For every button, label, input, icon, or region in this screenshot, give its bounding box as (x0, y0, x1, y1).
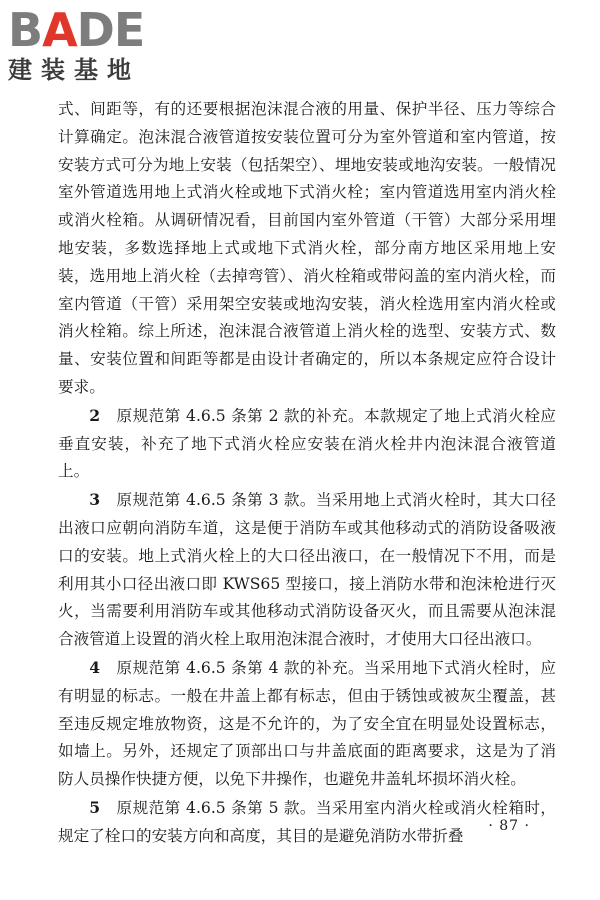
paragraph-item-3: 3 原规范第 4.6.5 条第 3 款。当采用地上式消火栓时，其大口径出液口应朝向消防车道，这是便于消防车或其他移动式的消防设备吸液口的安装。地上式消火栓上的大口径出液口，在一般情况下不用，而是利用其小口径出液口即 KWS65 型接口，接上消防水带和泡沫枪进行灭火，当需要利用消防车或其他移动式消防设备灭火，而且需要从泡沫混合液管道上设置的消火栓上取用泡沫混合液时，才使用大口径出液口。 (58, 490, 556, 649)
paragraph-continuation: 式、间距等，有的还要根据泡沫混合液的用量、保护半径、压力等综合计算确定。泡沫混合液管道按安装位置可分为室外管道和室内管道，按安装方式可分为地上安装（包括架空）、埋地安装或地沟安装。一般情况室外管道选用地上式消火栓或地下式消火栓；室内管道选用室内消火栓或消火栓箱。从调研情况看，目前国内室外管道（干管）大部分采用埋地安装，多数选择地上式或地下式消火栓，部分南方地区采用地上安装，选用地上消火栓（去掉弯管）、消火栓箱或带闷盖的室内消火栓，而室内管道（干管）采用架空安装或地沟安装，消火栓选用室内消火栓或消火栓箱。综上所述，泡沫混合液管道上消火栓的选型、安装方式、数量、安装位置和间距等都是由设计者确定的，所以本条规定应符合设计要求。 (58, 100, 556, 396)
bade-logo (8, 3, 145, 84)
logo-wordmark: BADE (8, 3, 145, 57)
document-body (58, 96, 556, 851)
paragraph-item-5: 5 原规范第 4.6.5 条第 5 款。当采用室内消火栓或消火栓箱时，规定了栓口的安装方向和高度，其目的是避免消防水带折叠 (58, 797, 556, 845)
logo-subtitle: 建装基地 (8, 56, 140, 84)
paragraph-item-4: 4 原规范第 4.6.5 条第 4 款的补充。当采用地下式消火栓时，应有明显的标志。一般在井盖上都有标志，但由于锈蚀或被灰尘覆盖，甚至违反规定堆放物资，这是不允许的，为了安全宜在明显处设置标志，如墙上。另外，还规定了顶部出口与井盖底面的距离要求，这是为了消防人员操作快捷方便，以免下井操作，也避免井盖轧坏损坏消火栓。 (58, 657, 556, 789)
paragraph-item-2: 2 原规范第 4.6.5 条第 2 款的补充。本款规定了地上式消火栓应垂直安装，补充了地下式消火栓应安装在消火栓井内泡沫混合液管道上。 (58, 405, 556, 481)
page-number: · 87 · (488, 818, 530, 834)
